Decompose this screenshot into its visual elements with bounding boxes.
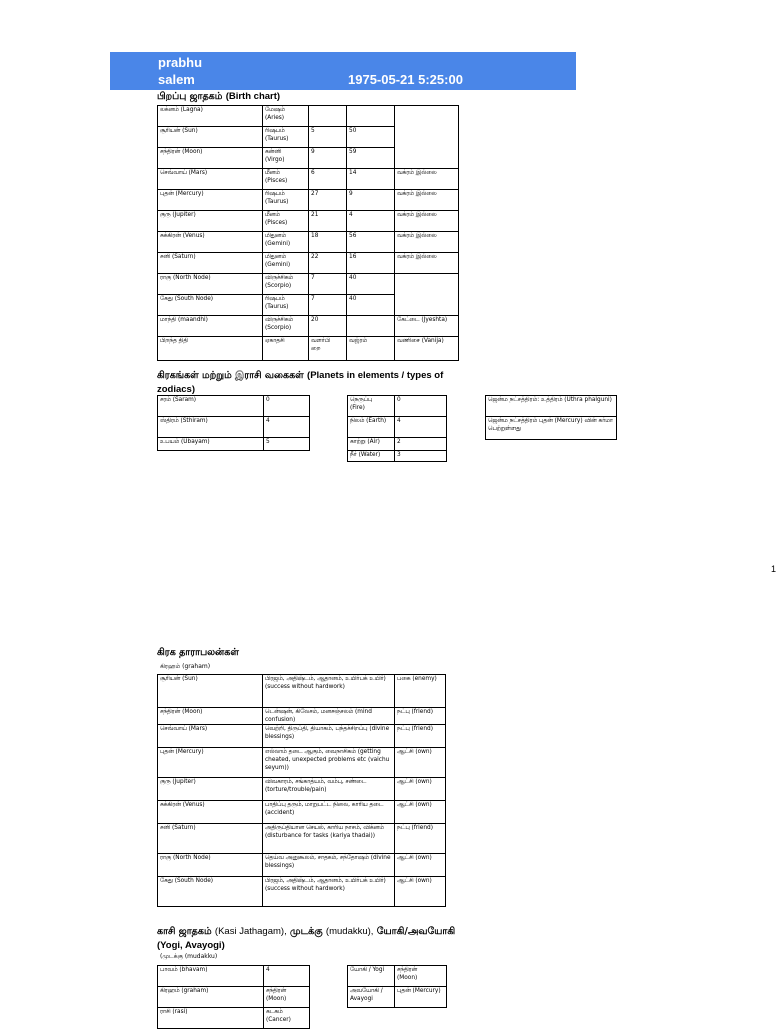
table-cell xyxy=(309,106,347,127)
graha-heading: கிரக தாராபலன்கள் xyxy=(157,647,239,658)
table-cell: மீனம் (Pisces) xyxy=(263,211,309,232)
table-cell: நிலம் (Earth) xyxy=(348,417,395,438)
table-row xyxy=(158,801,446,824)
table-cell: பாவம் (bhavam) xyxy=(158,966,264,987)
table-row xyxy=(158,675,446,708)
table-cell: வக்ரம் இல்லை xyxy=(395,232,459,253)
table-row xyxy=(348,966,447,987)
table-row xyxy=(486,396,617,417)
table-cell: ராசி (rasi) xyxy=(158,1008,264,1029)
table-row xyxy=(158,106,459,127)
table-cell: தெய்வ அனுகூலம், சாதகம், சந்தோஷம் (divine blessings) xyxy=(263,854,395,877)
table-cell: குரு (Jupiter) xyxy=(158,778,263,801)
table-cell: 16 xyxy=(347,253,395,274)
table-cell: புதன் (Mercury) xyxy=(158,190,263,211)
table-row xyxy=(158,877,446,907)
table-cell: விருச்சிகம் (Scorpio) xyxy=(263,316,309,337)
table-cell: ஆட்சி (own) xyxy=(395,877,446,907)
table-cell: புதன் (Mercury) xyxy=(158,748,263,778)
table-row xyxy=(158,316,459,337)
table-cell: 2 xyxy=(395,438,447,451)
table-cell: 7 xyxy=(309,274,347,295)
table-cell: 40 xyxy=(347,274,395,295)
table-cell: பிரஜம், அதிஷ்டம், ஆதானம், உயிர்பக் உயிர்) (success without hardwork) xyxy=(263,675,395,708)
table-row xyxy=(158,417,310,438)
yogi-table xyxy=(347,965,447,1008)
table-cell: மீனம் (Pisces) xyxy=(263,169,309,190)
nakshatra-table xyxy=(485,395,617,440)
table-cell: சனி (Saturn) xyxy=(158,253,263,274)
table-cell: சந்திரன் (Moon) xyxy=(158,708,263,725)
table-cell: வஜ்ரம் xyxy=(347,337,395,361)
table-cell: ராகு (North Node) xyxy=(158,854,263,877)
table-row xyxy=(348,987,447,1008)
table-row xyxy=(158,1008,310,1029)
birth-place: salem xyxy=(158,72,195,87)
table-row xyxy=(158,778,446,801)
table-cell: 0 xyxy=(264,396,310,417)
table-cell: ரிஷபம் (Taurus) xyxy=(263,127,309,148)
table-cell: நீர் (Water) xyxy=(348,451,395,462)
table-cell: கேது (South Node) xyxy=(158,295,263,316)
table-cell: பிறந்த திதி xyxy=(158,337,263,361)
table-cell: ஆட்சி (own) xyxy=(395,748,446,778)
graha-table xyxy=(157,674,446,907)
table-cell xyxy=(347,106,395,127)
table-row xyxy=(158,725,446,748)
table-cell: 9 xyxy=(347,190,395,211)
table-cell: ஆட்சி (own) xyxy=(395,854,446,877)
table-cell: 56 xyxy=(347,232,395,253)
table-row xyxy=(348,451,447,462)
table-cell: 4 xyxy=(264,966,310,987)
table-cell: 21 xyxy=(309,211,347,232)
table-row xyxy=(158,211,459,232)
table-cell: வெற்றி, திருப்தி, தியாகம், பந்தச்சிறப்பு (divine blessings) xyxy=(263,725,395,748)
zodiac-types-table xyxy=(157,395,310,451)
table-row xyxy=(158,748,446,778)
table-cell: எல்லாம் தடை ஆகும், வைநாசிகம் (getting cheated, unexpected problems etc (vaichu seyum)) xyxy=(263,748,395,778)
table-cell: 9 xyxy=(309,148,347,169)
table-cell: வக்ரம் இல்லை xyxy=(395,211,459,232)
table-cell: வளர்பி றை xyxy=(309,337,347,361)
kasi-subtitle: (முடக்கு (mudakku) xyxy=(160,953,218,960)
table-cell: 7 xyxy=(309,295,347,316)
table-cell: கன்னி (Virgo) xyxy=(263,148,309,169)
table-cell: சூரியன் (Sun) xyxy=(158,675,263,708)
table-row xyxy=(486,417,617,440)
table-row xyxy=(158,169,459,190)
table-cell: 50 xyxy=(347,127,395,148)
table-cell: 18 xyxy=(309,232,347,253)
table-cell: செவ்வாய் (Mars) xyxy=(158,169,263,190)
table-cell: கேது (South Node) xyxy=(158,877,263,907)
table-cell: நட்பு (friend) xyxy=(395,824,446,854)
table-cell: வணிசை (Vanija) xyxy=(395,337,459,361)
table-row xyxy=(158,708,446,725)
table-cell: மிதுனம் (Gemini) xyxy=(263,253,309,274)
table-cell: செவ்வாய் (Mars) xyxy=(158,725,263,748)
table-cell: சுக்கிரன் (Venus) xyxy=(158,801,263,824)
table-cell: 20 xyxy=(309,316,347,337)
table-cell: 6 xyxy=(309,169,347,190)
table-cell: விருச்சிகம் (Scorpio) xyxy=(263,274,309,295)
kasi-heading: காசி ஜாதகம் (Kasi Jathagam), முடக்கு (mudakku), யோகி/அவயோகி (Yogi, Avayogi) xyxy=(157,926,456,951)
table-row xyxy=(158,987,310,1008)
table-cell: 4 xyxy=(395,417,447,438)
table-row xyxy=(158,824,446,854)
table-cell: சந்திரன் (Moon) xyxy=(264,987,310,1008)
table-cell: 59 xyxy=(347,148,395,169)
table-cell: ரிஷபம் (Taurus) xyxy=(263,295,309,316)
table-cell: லக்னம் (Lagna) xyxy=(158,106,263,127)
table-cell: 27 xyxy=(309,190,347,211)
birth-datetime: 1975-05-21 5:25:00 xyxy=(348,72,463,87)
table-cell: ஜென்ம நட்சத்திரம் புதன் (Mercury) வின் கர்மா பெற்றுள்ளது xyxy=(486,417,617,440)
table-row xyxy=(158,438,310,451)
table-row xyxy=(158,966,310,987)
table-cell: 0 xyxy=(395,396,447,417)
table-cell: கிரஹம் (graham) xyxy=(158,987,264,1008)
birth-chart-table xyxy=(157,105,459,361)
table-cell: ரிஷபம் (Taurus) xyxy=(263,190,309,211)
table-cell xyxy=(347,316,395,337)
table-cell: சுக்கிரன் (Venus) xyxy=(158,232,263,253)
table-cell: சந்திரன் (Moon) xyxy=(395,966,447,987)
table-cell: நட்பு (friend) xyxy=(395,725,446,748)
table-cell: வக்ரம் இல்லை xyxy=(395,190,459,211)
table-row xyxy=(158,396,310,417)
table-cell: 4 xyxy=(347,211,395,232)
table-cell: சனி (Saturn) xyxy=(158,824,263,854)
table-cell: நெருப்பு (Fire) xyxy=(348,396,395,417)
mudakku-table xyxy=(157,965,310,1029)
birth-chart-heading: பிறப்பு ஜாதகம் (Birth chart) xyxy=(157,91,281,102)
table-cell: சந்திரன் (Moon) xyxy=(158,148,263,169)
table-cell: உபயம் (Ubayam) xyxy=(158,438,264,451)
table-cell: புதன் (Mercury) xyxy=(395,987,447,1008)
table-cell: வக்ரம் இல்லை xyxy=(395,169,459,190)
table-row xyxy=(348,417,447,438)
table-cell: ராகு (North Node) xyxy=(158,274,263,295)
table-cell: மேஷம் (Aries) xyxy=(263,106,309,127)
table-row xyxy=(158,253,459,274)
table-row xyxy=(158,274,459,295)
table-cell: கேட்டை (Jyeshta) xyxy=(395,316,459,337)
table-cell: குரு (Jupiter) xyxy=(158,211,263,232)
table-cell: ஆட்சி (own) xyxy=(395,801,446,824)
table-row xyxy=(158,854,446,877)
table-cell: சரம் (Saram) xyxy=(158,396,264,417)
table-cell: 3 xyxy=(395,451,447,462)
table-cell: 5 xyxy=(309,127,347,148)
table-cell: காற்று (Air) xyxy=(348,438,395,451)
table-cell: விவகாரம், சங்காத்யம், வம்பு, சண்டை (torture/trouble/pain) xyxy=(263,778,395,801)
table-row xyxy=(158,190,459,211)
table-cell: 22 xyxy=(309,253,347,274)
elements-heading: கிரகங்கள் மற்றும் இராசி வகைகள் (Planets in elements / types of zodiacs) xyxy=(157,370,444,395)
table-cell: அவயோகி / Avayogi xyxy=(348,987,395,1008)
table-cell: ஜென்ம நட்சத்திரம்: உத்திரம் (Uthra phalguni) xyxy=(486,396,617,417)
table-cell: மாந்தி (maandhi) xyxy=(158,316,263,337)
table-row xyxy=(348,438,447,451)
table-cell: கடகம் (Cancer) xyxy=(264,1008,310,1029)
table-row xyxy=(158,337,459,361)
graha-subtitle: கிரஹம் (graham) xyxy=(160,663,211,670)
table-cell: சூரியன் (Sun) xyxy=(158,127,263,148)
table-cell xyxy=(395,106,459,169)
elements-table xyxy=(347,395,447,462)
table-cell: வக்ரம் இல்லை xyxy=(395,253,459,274)
table-cell: டென்ஷன், கிலேசம், மனசஞ்சலம் (mind confusion) xyxy=(263,708,395,725)
table-cell: நட்பு (friend) xyxy=(395,708,446,725)
table-cell: பிரஜம், அதிஷ்டம், ஆதானம், உயிர்பக் உயிர்) (success without hardwork) xyxy=(263,877,395,907)
table-cell: யோகி / Yogi xyxy=(348,966,395,987)
table-cell: பகை (enemy) xyxy=(395,675,446,708)
header-banner xyxy=(110,52,576,90)
table-cell xyxy=(395,274,459,316)
table-cell: ஆட்சி (own) xyxy=(395,778,446,801)
table-cell: 40 xyxy=(347,295,395,316)
table-cell: அதிருப்தியான செயல், காரிய நாசம், விக்னம் (disturbance for tasks (kariya thadai)) xyxy=(263,824,395,854)
table-cell: 4 xyxy=(264,417,310,438)
table-cell: 14 xyxy=(347,169,395,190)
table-cell: ஸ்திரம் (Sthiram) xyxy=(158,417,264,438)
table-cell: 5 xyxy=(264,438,310,451)
table-row xyxy=(348,396,447,417)
page-number-label: 1 xyxy=(770,564,776,574)
table-cell: ஏகாதசி xyxy=(263,337,309,361)
person-name: prabhu xyxy=(158,55,203,70)
table-cell: மிதுனம் (Gemini) xyxy=(263,232,309,253)
table-cell: பாதிப்பு தரும், மாறுபட்ட நிலை, காரிய தடை (accident) xyxy=(263,801,395,824)
table-row xyxy=(158,232,459,253)
